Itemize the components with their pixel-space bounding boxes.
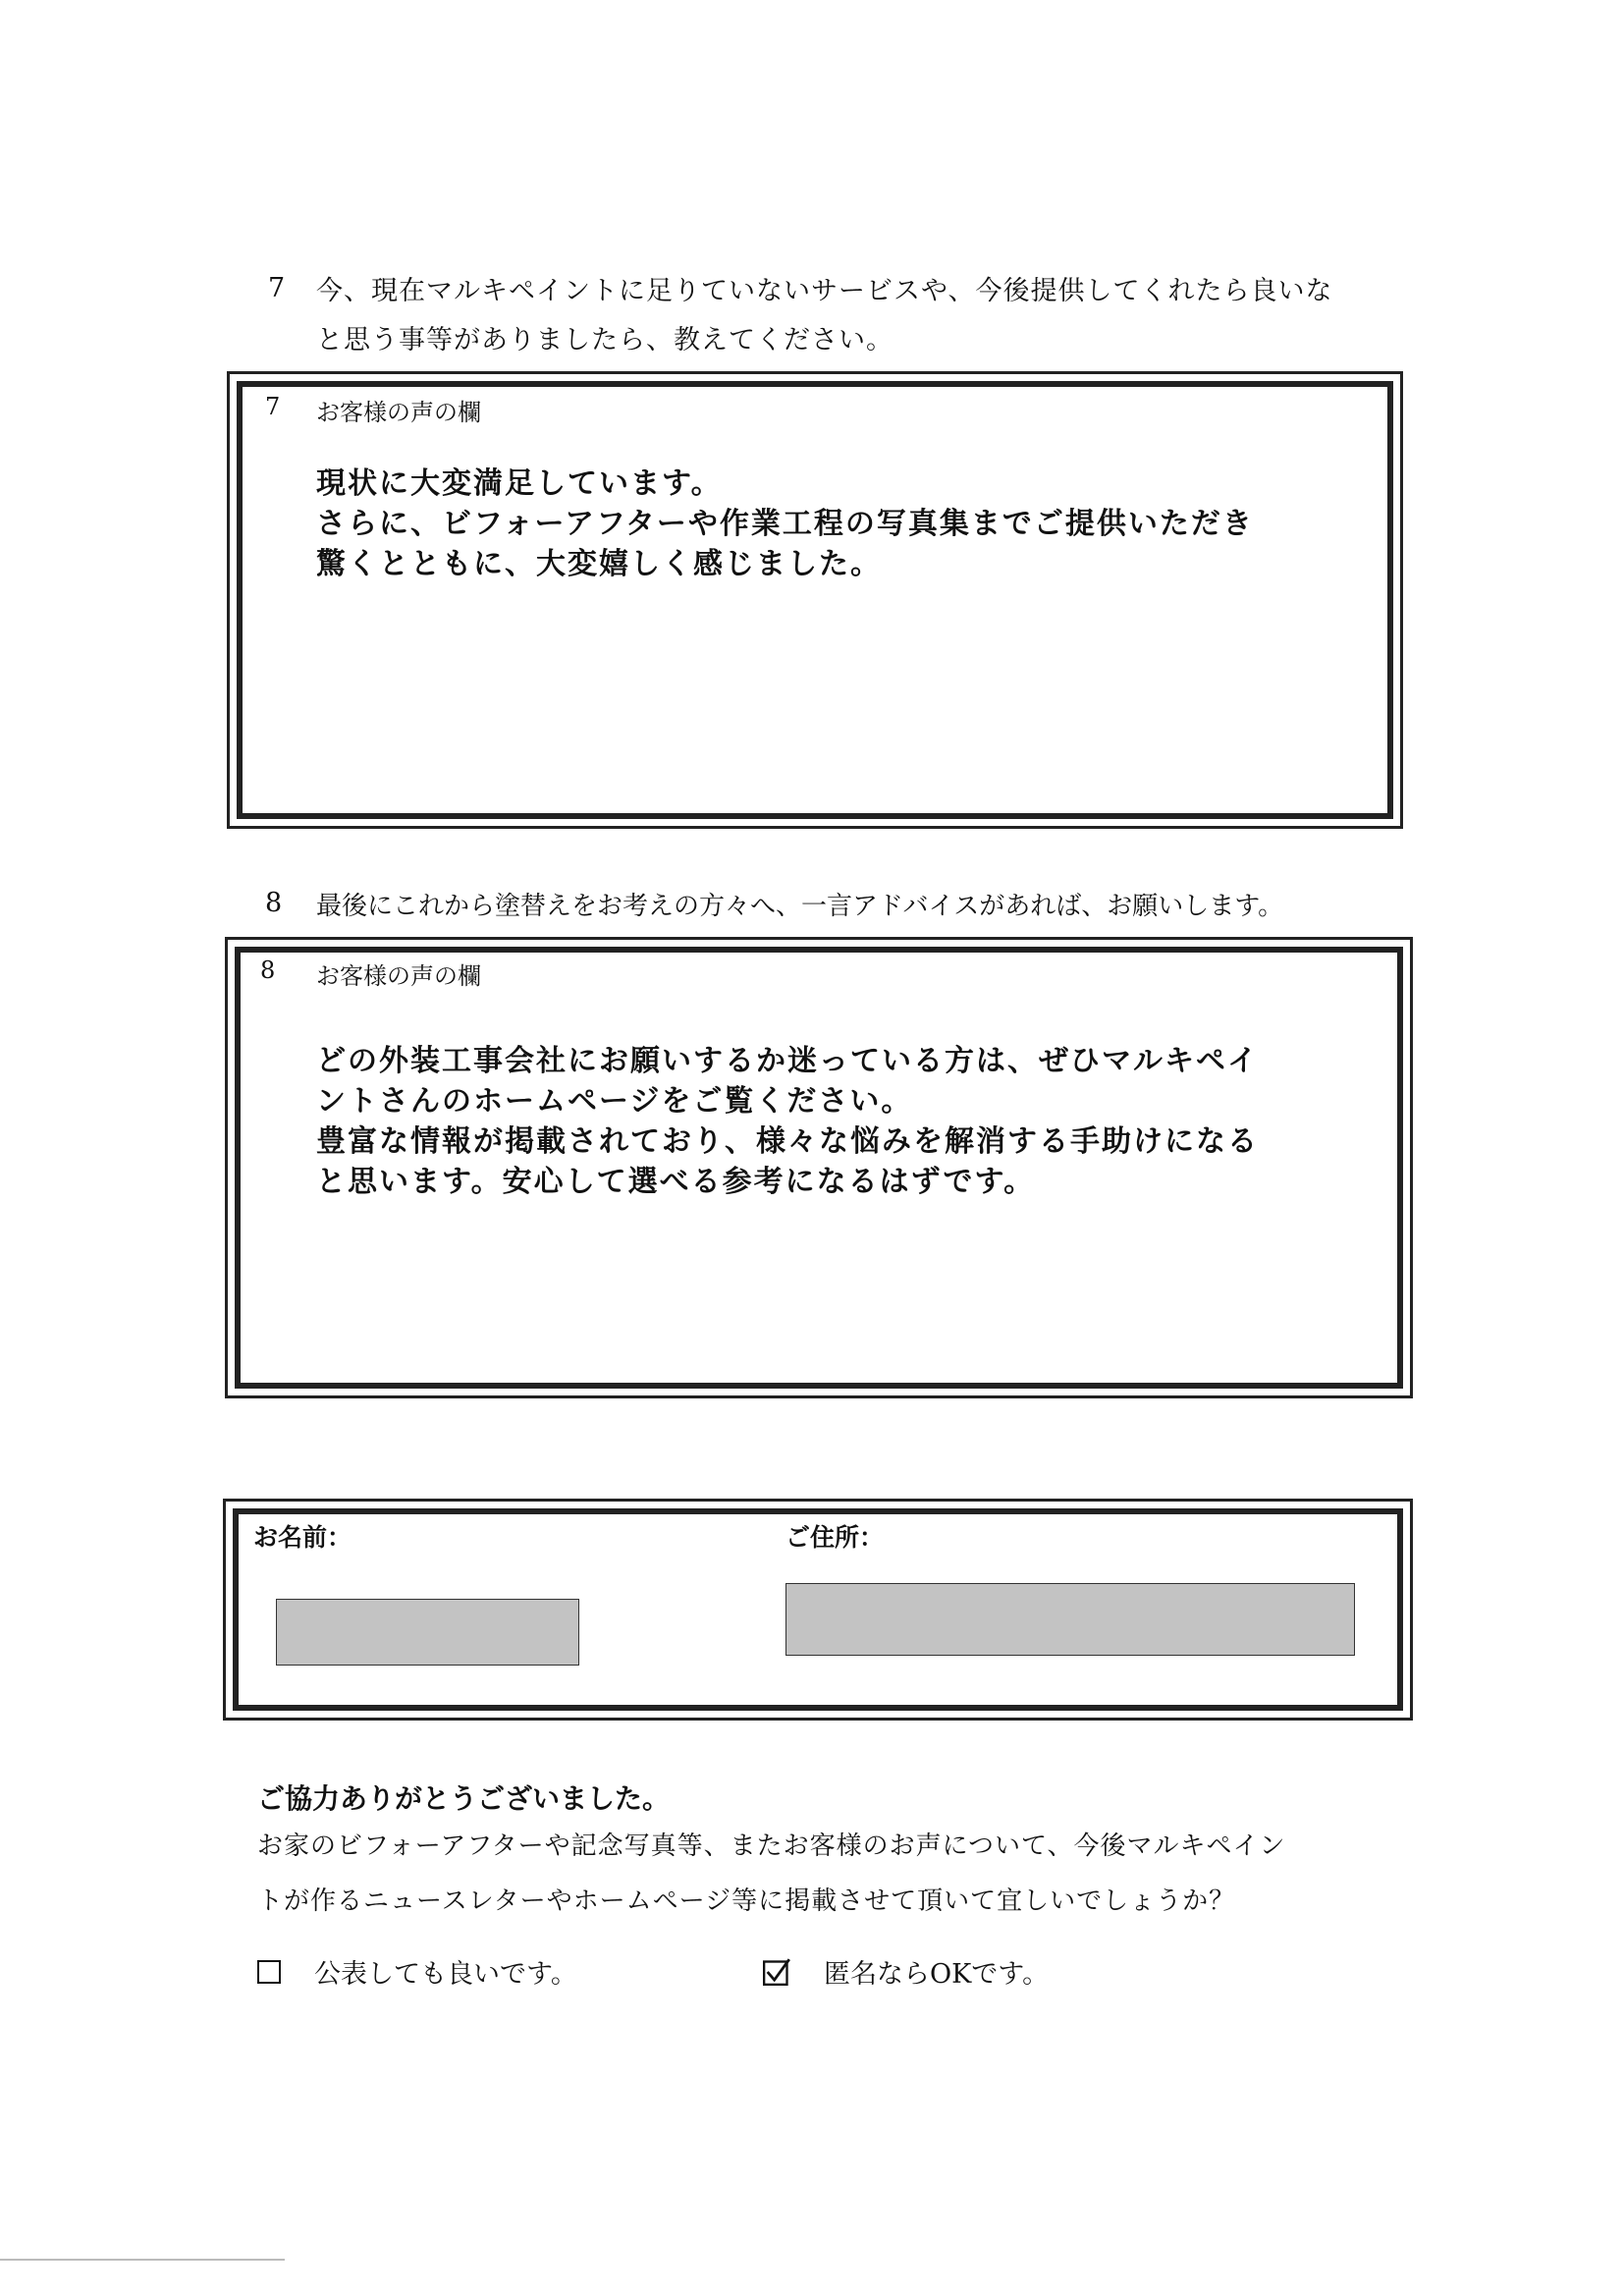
question-8-box-label: お客様の声の欄: [316, 962, 481, 990]
name-label: お名前：: [253, 1523, 352, 1552]
option-anonymous[interactable]: [763, 1952, 1049, 1991]
permission-question-line2: トが作るニュースレターやホームページ等に掲載させて頂いて宜しいでしょうか？: [257, 1886, 1236, 1916]
question-7-box-number: 7: [265, 393, 281, 420]
question-8-answer-text: どの外装工事会社にお願いするか迷っている方は、ぜひマルキペイ ントさんのホームページをご覧ください。 豊富な情報が掲載されており、様々な悩みを解消する手助けになる と思います。安心して選べる参考になるはずです。: [316, 1044, 1259, 1199]
option-public-label: 公表しても良いです。: [314, 1959, 577, 1990]
question-7-answer-text: 現状に大変満足しています。 さらに、ビフォーアフターや作業工程の写真集までご提供いただき 驚くとともに、大変嬉しく感じました。: [316, 466, 1254, 581]
question-7-text-line2: と思う事等がありましたら、教えてください。: [316, 325, 893, 355]
question-8-box-number: 8: [260, 957, 276, 984]
thanks-heading: ご協力ありがとうございました。: [257, 1782, 671, 1815]
question-7-number: 7: [268, 273, 286, 303]
address-label: ご住所：: [785, 1523, 885, 1552]
scan-artifact-line: [0, 2259, 285, 2261]
question-8-text: 最後にこれから塗替えをお考えの方々へ、一言アドバイスがあれば、お願いします。: [316, 892, 1284, 921]
question-8-number: 8: [265, 888, 283, 918]
question-7-text-line1: 今、現在マルキペイントに足りていないサービスや、今後提供してくれたら良いな: [316, 276, 1333, 306]
address-redacted-field: [785, 1583, 1355, 1656]
name-redacted-field: [276, 1599, 579, 1666]
question-7-box-label: お客様の声の欄: [316, 399, 481, 426]
option-public[interactable]: [257, 1952, 577, 1991]
permission-question-line1: お家のビフォーアフターや記念写真等、またお客様のお声について、今後マルキペイン: [257, 1831, 1286, 1861]
checkbox-checked-icon[interactable]: [763, 1958, 790, 1986]
checkbox-empty-icon[interactable]: [257, 1960, 281, 1984]
option-anonymous-label: 匿名ならOKです。: [824, 1959, 1050, 1990]
question-7-answer-box: [227, 371, 1403, 829]
